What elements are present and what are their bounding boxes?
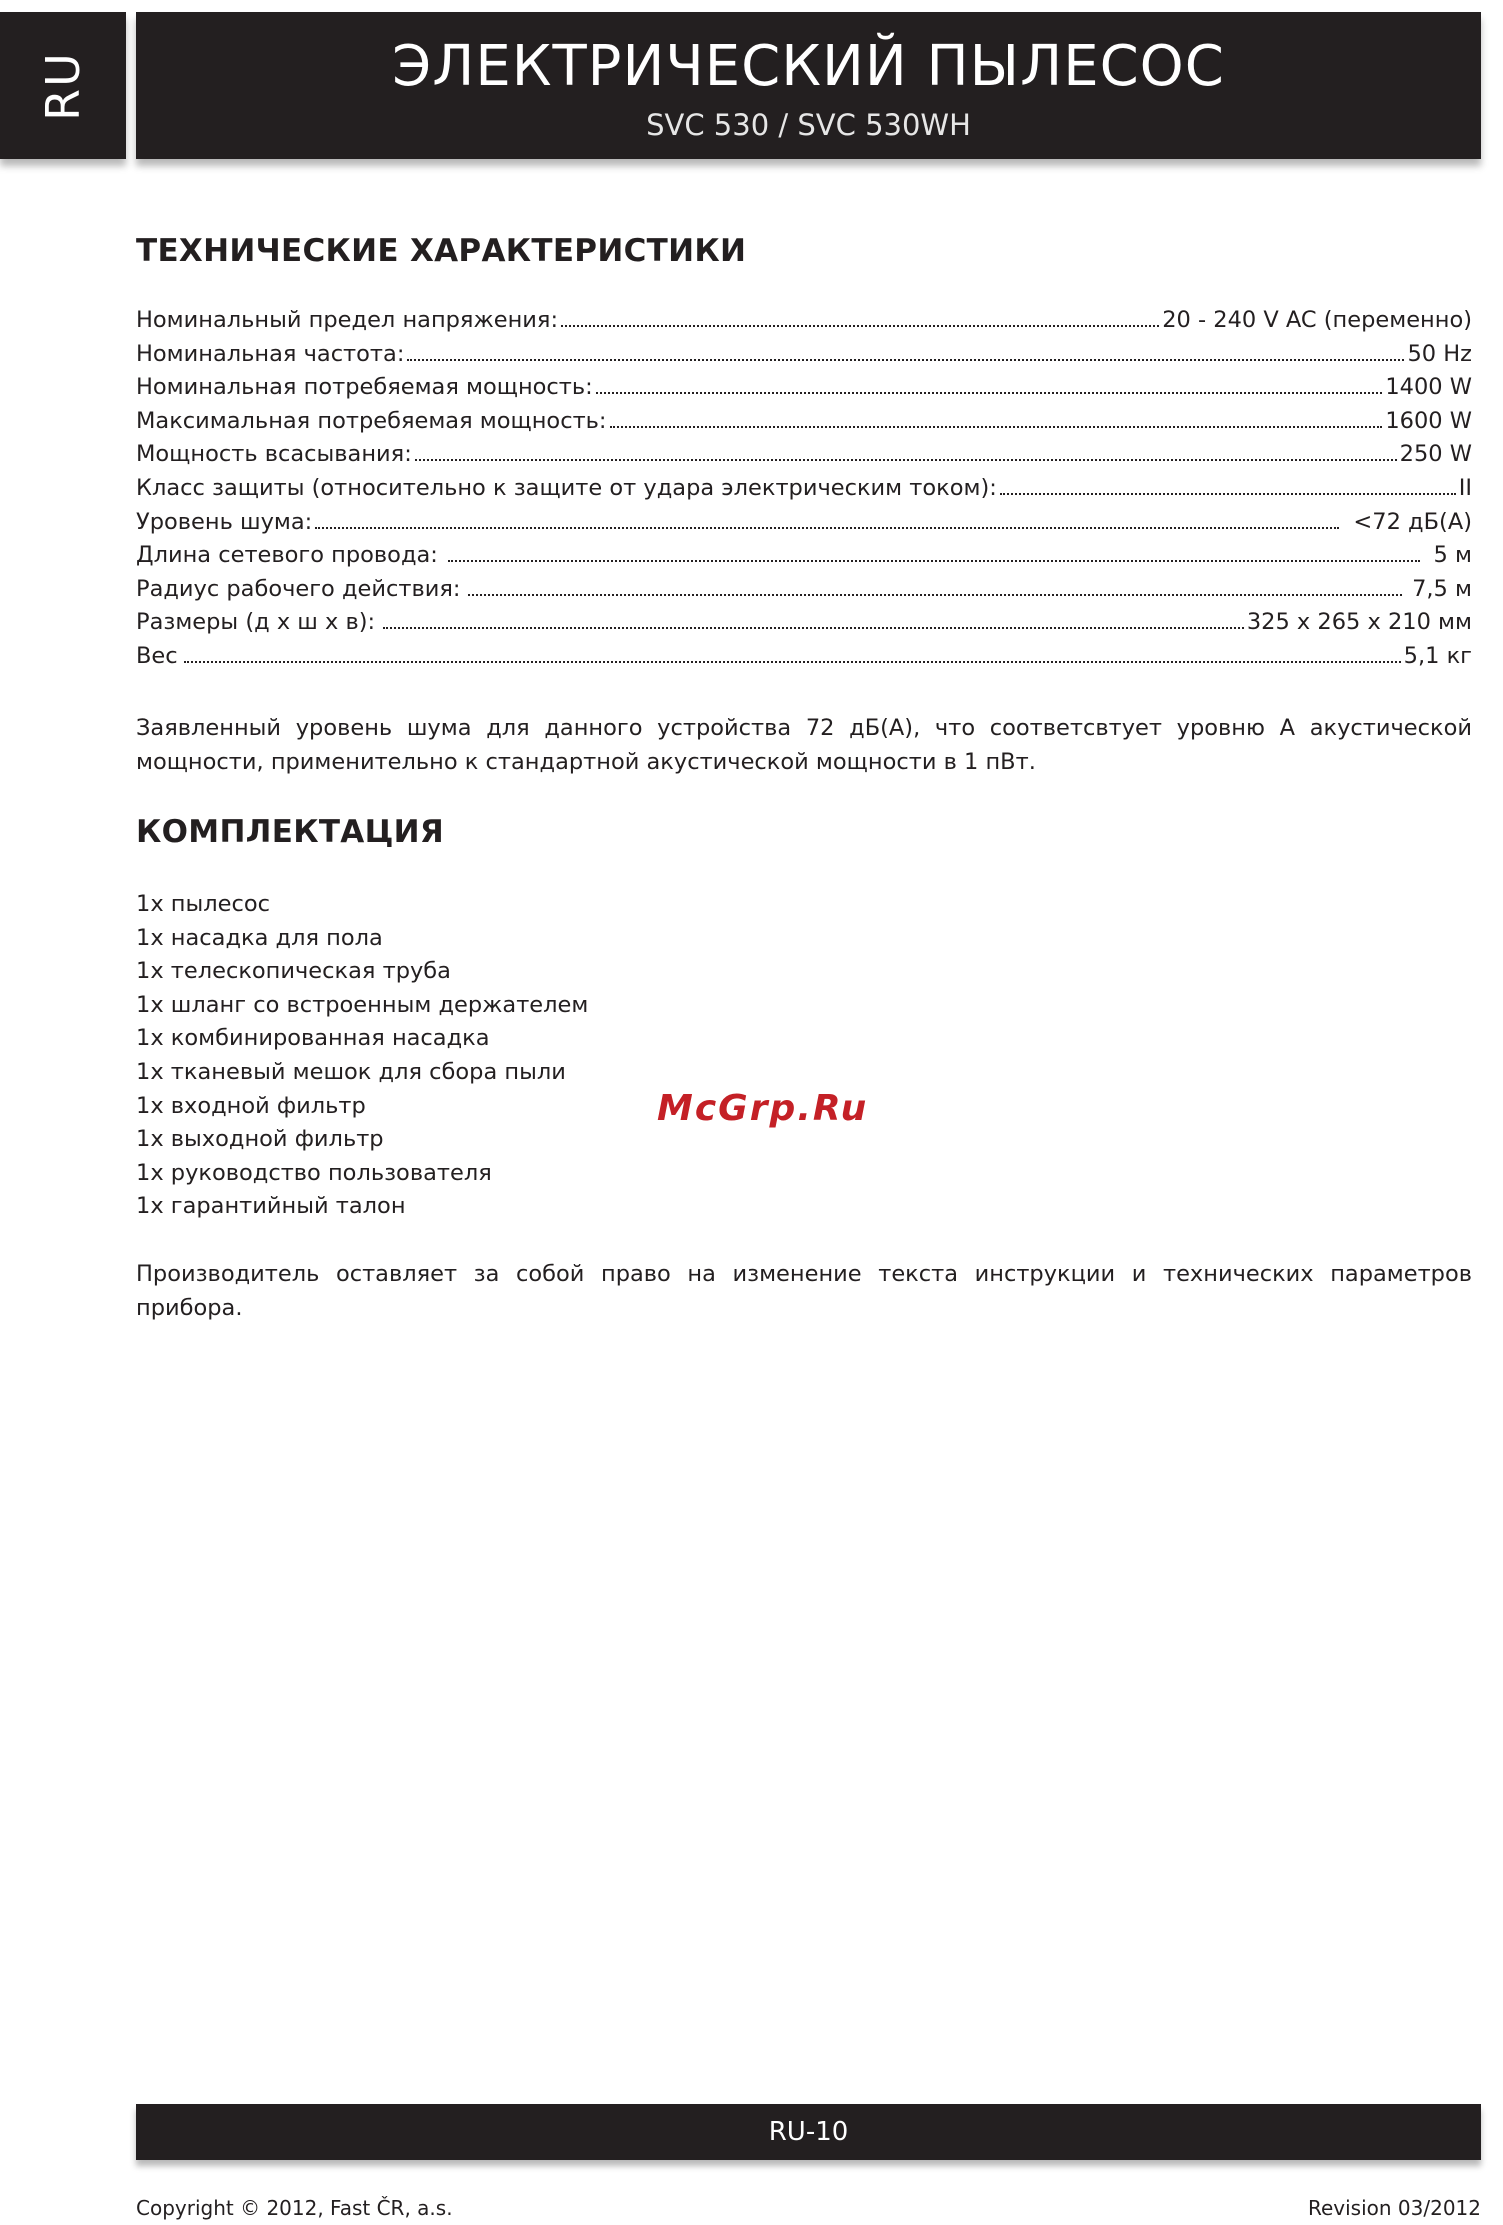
- dot-leader: [1000, 484, 1456, 495]
- spec-value: 5,1 кг: [1403, 642, 1472, 669]
- dot-leader: [468, 585, 1402, 596]
- dot-leader: [407, 349, 1404, 360]
- spec-label: Вес: [136, 642, 178, 669]
- kit-heading: КОМПЛЕКТАЦИЯ: [136, 814, 445, 850]
- kit-list: [136, 888, 1472, 1224]
- disclaimer-text: Производитель оставляет за собой право на изменение текста инструкции и технических параметров прибора.: [136, 1261, 1472, 1321]
- dot-leader: [315, 517, 1339, 528]
- spec-label: Длина сетевого провода:: [136, 542, 438, 569]
- spec-label: Номинальная потребяемая мощность:: [136, 374, 593, 401]
- noise-note: Заявленный уровень шума для данного устройства 72 дБ(А), что соответсвтует уровню А акустической мощности, применительно к стандартной акустической мощности в 1 пВт.: [136, 715, 1472, 775]
- dot-leader: [596, 383, 1383, 394]
- spec-row-suction-power: [136, 441, 1472, 475]
- spec-label: Мощность всасывания:: [136, 441, 412, 468]
- model-subtitle: SVC 530 / SVC 530WH: [646, 108, 971, 142]
- spec-row-dimensions: [136, 609, 1472, 643]
- spec-row-frequency: [136, 341, 1472, 375]
- list-item: 1x тканевый мешок для сбора пыли: [136, 1058, 566, 1085]
- language-tab: [0, 12, 126, 159]
- spec-label: Номинальная частота:: [136, 340, 405, 367]
- header-bar: [136, 12, 1481, 159]
- list-item: 1x телескопическая труба: [136, 958, 451, 985]
- spec-row-cord-length: [136, 542, 1472, 576]
- spec-row-rated-power: [136, 374, 1472, 408]
- spec-label: Размеры (д x ш x в):: [136, 609, 376, 636]
- dot-leader: [561, 316, 1159, 327]
- watermark: McGrp.Ru: [657, 1088, 869, 1129]
- list-item: 1x выходной фильтр: [136, 1126, 384, 1153]
- spec-value: 7,5 м: [1412, 575, 1472, 602]
- spec-value: 325 x 265 x 210 мм: [1246, 609, 1472, 636]
- spec-label: Класс защиты (относительно к защите от удара электрическим током):: [136, 474, 997, 501]
- spec-row-operating-radius: [136, 576, 1472, 610]
- list-item: 1x входной фильтр: [136, 1092, 366, 1119]
- spec-value: 20 - 240 V AC (переменно): [1162, 307, 1472, 333]
- spec-row-voltage: [136, 307, 1472, 341]
- list-item: 1x пылесос: [136, 891, 270, 917]
- list-item: 1x комбинированная насадка: [136, 1025, 490, 1052]
- list-item: 1x шланг со встроенным держателем: [136, 991, 589, 1018]
- list-item: 1x гарантийный талон: [136, 1193, 406, 1220]
- copyright-text: Copyright © 2012, Fast ČR, a.s.: [136, 2196, 453, 2220]
- specs-list: [136, 307, 1472, 677]
- spec-label: Уровень шума:: [136, 508, 313, 535]
- dot-leader: [184, 652, 1401, 663]
- dot-leader: [415, 450, 1397, 461]
- spec-row-max-power: [136, 408, 1472, 442]
- spec-label: Максимальная потребяемая мощность:: [136, 407, 607, 434]
- dot-leader: [448, 551, 1420, 562]
- dot-leader: [383, 618, 1244, 629]
- spec-value: 250 W: [1399, 441, 1472, 468]
- kit-section: [136, 814, 1472, 850]
- spec-label: Радиус рабочего действия:: [136, 575, 461, 602]
- list-item: 1x насадка для пола: [136, 924, 383, 951]
- page-number: RU-10: [768, 2117, 849, 2147]
- spec-value: 5 м: [1433, 542, 1472, 569]
- page-title: ЭЛЕКТРИЧЕСКИЙ ПЫЛЕСОС: [392, 34, 1225, 99]
- spec-row-noise-level: [136, 509, 1472, 543]
- footer-bar: [136, 2104, 1481, 2160]
- spec-label: Номинальный предел напряжения:: [136, 307, 559, 333]
- header-tick-mark: [140, 156, 150, 158]
- list-item: 1x руководство пользователя: [136, 1159, 492, 1186]
- spec-row-weight: [136, 643, 1472, 677]
- spec-value: 1400 W: [1385, 374, 1472, 401]
- spec-value: 50 Hz: [1407, 340, 1472, 367]
- spec-value: II: [1458, 474, 1472, 501]
- dot-leader: [610, 417, 1383, 428]
- specs-heading: ТЕХНИЧЕСКИЕ ХАРАКТЕРИСТИКИ: [136, 233, 747, 269]
- spec-value: 1600 W: [1385, 407, 1472, 434]
- spec-row-protection-class: [136, 475, 1472, 509]
- spec-value: <72 дБ(А): [1353, 508, 1472, 535]
- revision-text: Revision 03/2012: [1307, 2196, 1481, 2220]
- language-code: RU: [36, 50, 90, 121]
- specs-section: [136, 233, 1472, 269]
